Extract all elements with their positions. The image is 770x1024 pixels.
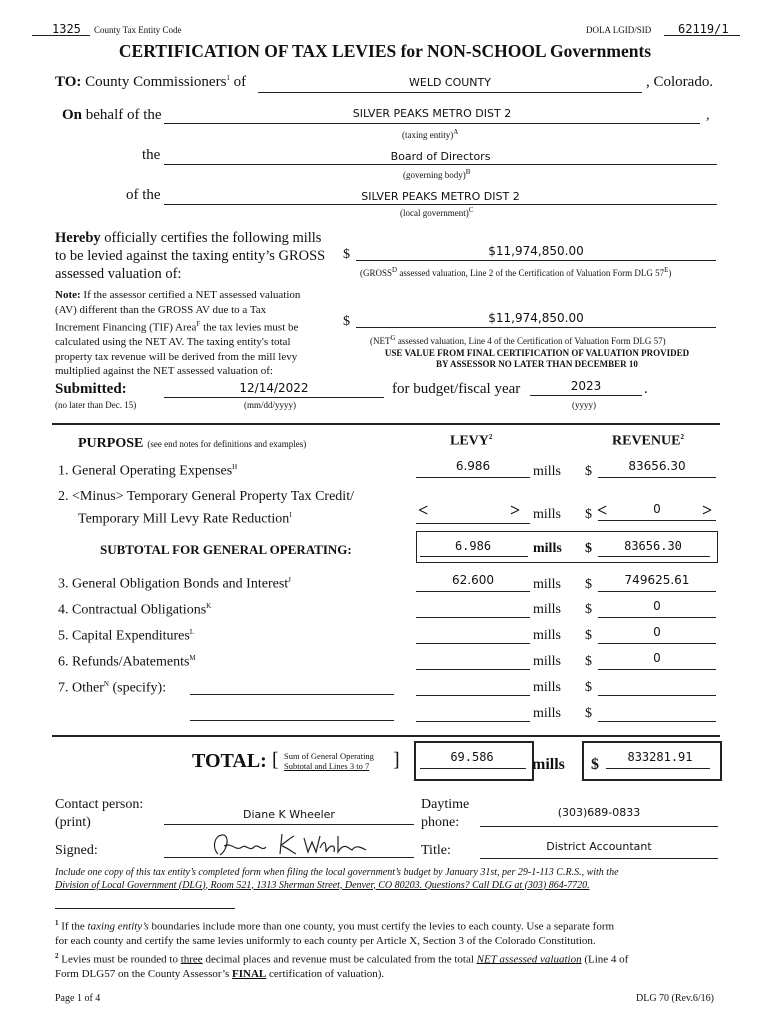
subtotal-label: SUBTOTAL FOR GENERAL OPERATING:: [100, 542, 352, 557]
local-government-caption: (local government)$^C$: [400, 206, 474, 218]
levy-go-bonds[interactable]: 62.600: [416, 573, 530, 592]
subtotal-dollar: $: [585, 541, 592, 556]
colorado-suffix: , Colorado.: [646, 74, 714, 90]
total-revenue-underline: [606, 768, 710, 769]
submitted-note: (no later than Dec. 15): [55, 400, 137, 410]
net-dollar: $: [343, 314, 350, 329]
dollar-1: $: [585, 464, 592, 479]
mills-6: mills: [533, 654, 562, 669]
dollar-7: $: [585, 680, 592, 695]
levy-contractual[interactable]: [416, 599, 530, 618]
total-bracket-left: [: [272, 749, 279, 771]
total-levy[interactable]: 69.586: [450, 750, 494, 764]
to-label: TO: County Commissioners$^1$ of: [55, 74, 247, 90]
subtotal-levy[interactable]: 6.986: [454, 539, 492, 553]
mills-5: mills: [533, 628, 562, 643]
page-number: Page 1 of 4: [55, 993, 101, 1004]
revenue-header: REVENUE$^2$: [612, 433, 684, 449]
revenue-refunds[interactable]: 0: [598, 651, 716, 670]
phone-label: Daytime phone:: [421, 797, 470, 830]
levy-capital[interactable]: [416, 625, 530, 644]
total-bracket-right: ]: [393, 749, 400, 771]
submitted-date-field[interactable]: 12/14/2022: [164, 381, 384, 398]
row-refunds: 6. Refunds/Abatements$^M$: [58, 654, 196, 670]
levy-lt: <: [418, 500, 429, 520]
lgid-label: DOLA LGID/SID: [586, 25, 652, 35]
net-av-note: Note: If the assessor certified a NET assessed valuation (AV) different than the GROSS AV due to a Tax Increment Financing (TIF) Area$^F$ the tax levies must be calculated using the NET AV. The taxing entity's total property tax revenue will be derived from the mill levy multiplied against the NET assessed valuation of:: [55, 289, 301, 378]
revenue-go-bonds[interactable]: 749625.61: [598, 573, 716, 592]
revenue-general-operating[interactable]: 83656.30: [598, 459, 716, 478]
budget-year-label: for budget/fiscal year: [392, 381, 521, 397]
net-av-field[interactable]: $11,974,850.00: [356, 311, 716, 328]
gross-dollar: $: [343, 247, 350, 262]
other-specify-line-1[interactable]: [190, 694, 394, 695]
revenue-lt: <: [597, 500, 608, 520]
governing-body-caption: (governing body)$^B$: [403, 168, 471, 180]
subtotal-mills: mills: [533, 541, 562, 556]
dollar-6: $: [585, 654, 592, 669]
revenue-gt: >: [702, 500, 713, 520]
table-bottom-rule: [52, 735, 720, 737]
dollar-5: $: [585, 628, 592, 643]
hereby-text: Hereby officially certifies the following mills to be levied against the taxing entity’s GROSS assessed valuation of:: [55, 230, 326, 282]
contact-person-label: Contact person: (print): [55, 797, 144, 830]
row-contractual: 4. Contractual Obligations$^K$: [58, 602, 212, 618]
revenue-other-2[interactable]: [598, 703, 716, 722]
fiscal-year-field[interactable]: 2023: [530, 379, 642, 396]
dollar-4: $: [585, 602, 592, 617]
gross-av-field[interactable]: $11,974,850.00: [356, 244, 716, 261]
title-field[interactable]: District Accountant: [480, 840, 718, 859]
of-the-label: of the: [126, 187, 161, 203]
submitted-label: Submitted:: [55, 381, 127, 397]
row-general-operating: 1. General Operating Expenses$^H$: [58, 463, 238, 479]
taxing-entity-caption: (taxing entity)$^A$: [402, 128, 459, 140]
title-label: Title:: [421, 843, 451, 858]
phone-field[interactable]: (303)689-0833: [480, 806, 718, 827]
form-number: DLG 70 (Rev.6/16): [636, 993, 714, 1004]
page-title: CERTIFICATION OF TAX LEVIES for NON-SCHOOL Governments: [118, 41, 652, 61]
purpose-header: PURPOSE (see end notes for definitions and examples): [78, 436, 307, 451]
total-revenue[interactable]: 833281.91: [627, 750, 693, 764]
county-code-line: [32, 35, 90, 36]
signature-image: [206, 830, 376, 860]
mills-3: mills: [533, 577, 562, 592]
revenue-capital[interactable]: 0: [598, 625, 716, 644]
behalf-suffix: ,: [706, 108, 710, 123]
mills-7: mills: [533, 680, 562, 695]
dollar-8: $: [585, 706, 592, 721]
row-other: 7. Other$^N$ (specify):: [58, 680, 167, 696]
levy-gt: >: [510, 500, 521, 520]
year-caption: (yyyy): [572, 400, 596, 410]
revenue-contractual[interactable]: 0: [598, 599, 716, 618]
the-label: the: [142, 147, 161, 163]
mills-4: mills: [533, 602, 562, 617]
subtotal-revenue[interactable]: 83656.30: [624, 539, 682, 553]
footnote-rule: [55, 908, 235, 909]
behalf-label: On behalf of the: [62, 107, 162, 123]
levy-header: LEVY$^2$: [450, 433, 493, 449]
date-caption: (mm/dd/yyyy): [244, 400, 296, 410]
county-code: 1325: [52, 22, 81, 36]
total-note: Sum of General Operating Subtotal and Lines 3 to 7: [284, 751, 374, 771]
dollar-2: $: [585, 507, 592, 522]
total-mills: mills: [532, 756, 565, 773]
mills-8: mills: [533, 706, 562, 721]
lgid-value: 62119/1: [678, 22, 729, 36]
lgid-line: [664, 35, 740, 36]
mills-2: mills: [533, 507, 562, 522]
gross-caption: ($GROSS^D$ assessed valuation, Line 2 of the Certification of Valuation Form DLG $57^E$): [360, 266, 672, 278]
contact-person-field[interactable]: Diane K Wheeler: [164, 808, 414, 825]
levy-refunds[interactable]: [416, 651, 530, 670]
total-dollar: $: [591, 756, 599, 773]
levy-other[interactable]: [416, 677, 530, 696]
year-period: .: [644, 381, 648, 397]
use-value-note: USE VALUE FROM FINAL CERTIFICATION OF VALUATION PROVIDED BY ASSESSOR NO LATER THAN DECEMBER 10: [384, 348, 690, 369]
county-field[interactable]: WELD COUNTY: [258, 76, 642, 93]
total-label: TOTAL:: [192, 750, 267, 772]
subtotal-levy-underline: [420, 556, 528, 557]
local-government-field[interactable]: SILVER PEAKS METRO DIST 2: [164, 190, 717, 205]
taxing-entity-field[interactable]: SILVER PEAKS METRO DIST 2: [164, 107, 700, 124]
row-capital: 5. Capital Expenditures$^L$: [58, 628, 195, 644]
revenue-tax-credit[interactable]: 0: [598, 502, 716, 521]
county-code-label: County Tax Entity Code: [94, 25, 182, 35]
other-specify-line-2[interactable]: [190, 720, 394, 721]
governing-body-field[interactable]: Board of Directors: [164, 150, 717, 165]
include-note: Include one copy of this tax entity’s completed form when filing the local government’s budget by January 31st, per 29-1-113 C.R.S., with the Division of Local Government (DLG), Room 521, 1313 Sherman Street, Denver, CO 80203. Questions? Call DLG at (303) 864-7720.: [55, 867, 619, 891]
table-top-rule: [52, 423, 720, 425]
subtotal-revenue-underline: [598, 556, 710, 557]
levy-other-2[interactable]: [416, 703, 530, 722]
revenue-other[interactable]: [598, 677, 716, 696]
net-caption: ($NET^G$ assessed valuation, Line 4 of the Certification of Valuation Form DLG 57): [370, 334, 666, 346]
total-levy-underline: [420, 768, 526, 769]
signed-label: Signed:: [55, 843, 98, 858]
levy-general-operating[interactable]: 6.986: [416, 459, 530, 478]
mills-1: mills: [533, 464, 562, 479]
row-go-bonds: 3. General Obligation Bonds and Interest$^J$: [58, 576, 291, 592]
row-tax-credit: 2. <Minus> Temporary General Property Tax Credit/ Temporary Mill Levy Rate Reduction$^I$: [58, 489, 354, 527]
dollar-3: $: [585, 577, 592, 592]
footnotes: $^1$ If the taxing entity’s boundaries include more than one county, you must certify the levies to each county. Use a separate form for each county and certify the same levies uniformly to each county per Article X, Section 3 of the Colorado Constitution. $^2$ Levies must be rounded to three decimal places and revenue must be calculated from the total NET assessed valuation (Line 4 of Form DLG57 on the County Assessor’s FINAL certification of valuation).: [55, 919, 629, 980]
